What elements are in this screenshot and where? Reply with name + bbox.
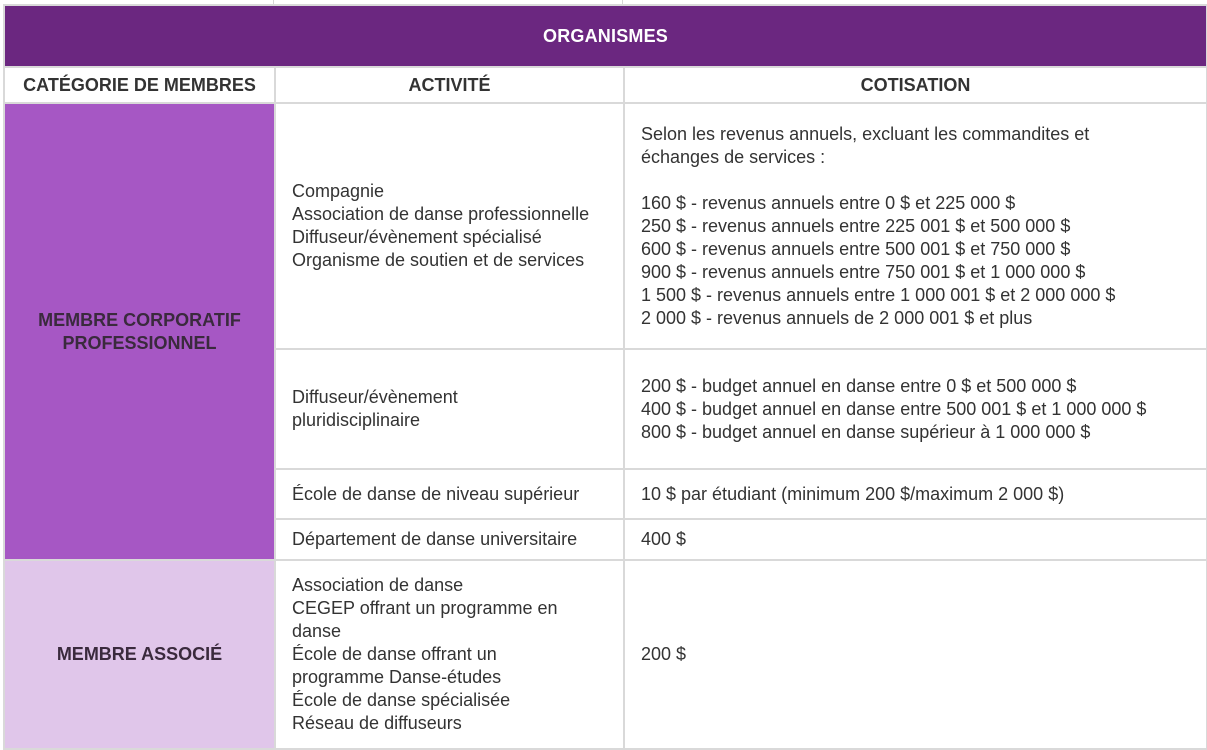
category-label-line: PROFESSIONNEL <box>62 332 217 353</box>
fee-tier: 400 $ - budget annuel en danse entre 500 001 $ et 1 000 000 $ <box>641 398 1147 419</box>
organismes-fee-table <box>3 4 1207 750</box>
fee-tier: 900 $ - revenus annuels entre 750 001 $ et 1 000 000 $ <box>641 261 1086 282</box>
category-corporate-professional <box>4 103 275 560</box>
fee-cell <box>624 349 1207 469</box>
activity-cell <box>275 349 624 469</box>
activity-cell <box>275 469 624 519</box>
fee-cell <box>624 103 1207 349</box>
fee-tier: 400 $ <box>641 529 687 549</box>
fee-tier: 200 $ - budget annuel en danse entre 0 $ et 500 000 $ <box>641 375 1077 396</box>
fee-tier: 600 $ - revenus annuels entre 500 001 $ et 750 000 $ <box>641 238 1071 259</box>
activity-item: École de danse spécialisée <box>292 690 511 710</box>
fee-tier: 160 $ - revenus annuels entre 0 $ et 225 000 $ <box>641 192 1016 213</box>
activity-cell <box>275 560 624 749</box>
activity-item: Diffuseur/évènement spécialisé <box>292 227 542 247</box>
activity-item: Compagnie <box>292 181 385 201</box>
activity-item: Organisme de soutien et de services <box>292 250 585 270</box>
activity-item: programme Danse-études <box>292 667 502 687</box>
activity-item: CEGEP offrant un programme en <box>292 598 558 618</box>
category-label-line: MEMBRE CORPORATIF <box>38 309 241 330</box>
activity-item: Département de danse universitaire <box>292 529 578 549</box>
fee-cell <box>624 519 1207 560</box>
column-header-category: CATÉGORIE DE MEMBRES <box>4 67 275 103</box>
activity-item: Association de danse professionnelle <box>292 204 590 224</box>
activity-item: Réseau de diffuseurs <box>292 713 462 733</box>
fee-tier: 2 000 $ - revenus annuels de 2 000 001 $ et plus <box>641 307 1033 328</box>
column-header-fee: COTISATION <box>624 67 1207 103</box>
activity-item: École de danse offrant un <box>292 644 497 664</box>
activity-cell <box>275 103 624 349</box>
column-header-activity: ACTIVITÉ <box>275 67 624 103</box>
fee-tier: 250 $ - revenus annuels entre 225 001 $ et 500 000 $ <box>641 215 1071 236</box>
table-row <box>4 560 1207 749</box>
category-associate <box>4 560 275 749</box>
fee-tier: 800 $ - budget annuel en danse supérieur à 1 000 000 $ <box>641 421 1091 442</box>
fee-tier: 10 $ par étudiant (minimum 200 $/maximum 2 000 $) <box>641 483 1065 504</box>
table-row <box>4 103 1207 349</box>
activity-item: danse <box>292 621 342 641</box>
category-label-line: MEMBRE ASSOCIÉ <box>56 644 223 664</box>
activity-item: Association de danse <box>292 575 464 595</box>
activity-item: École de danse de niveau supérieur <box>292 483 580 504</box>
fee-cell <box>624 469 1207 519</box>
activity-item: pluridisciplinaire <box>292 410 421 430</box>
fee-tier: 1 500 $ - revenus annuels entre 1 000 001 $ et 2 000 000 $ <box>641 284 1116 305</box>
fee-cell <box>624 560 1207 749</box>
fee-tier: 200 $ <box>641 644 687 664</box>
fee-intro-line: échanges de services : <box>641 146 826 167</box>
activity-item: Diffuseur/évènement <box>292 387 458 407</box>
fee-intro-line: Selon les revenus annuels, excluant les commandites et <box>641 123 1090 144</box>
activity-cell <box>275 519 624 560</box>
table-title: ORGANISMES <box>4 5 1207 67</box>
